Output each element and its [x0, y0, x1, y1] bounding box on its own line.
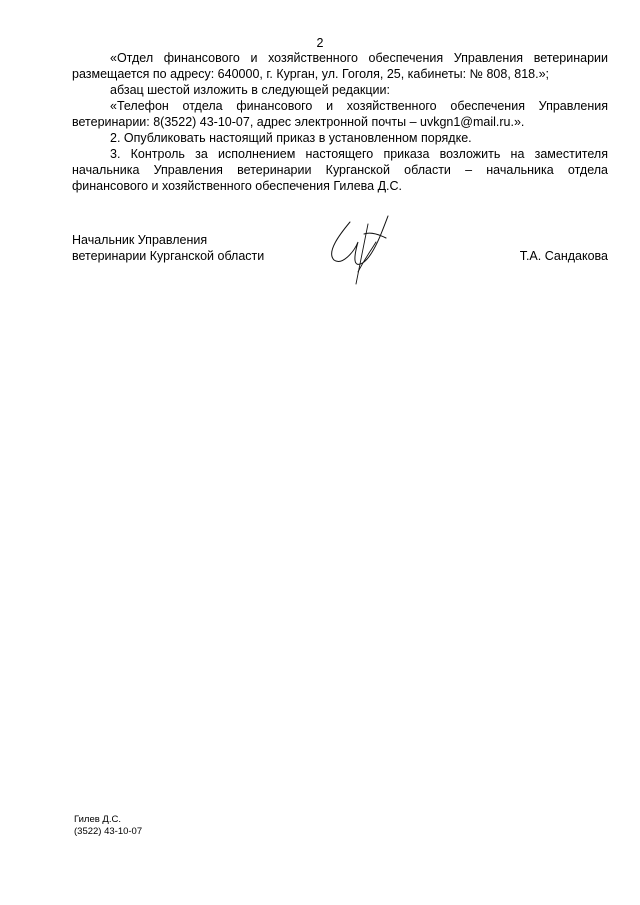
signatory-position — [72, 232, 264, 264]
paragraph-address: «Отдел финансового и хозяйственного обеспечения Управления ветеринарии размещается по адресу: 640000, г. Курган, ул. Гоголя, 25, кабинеты: № 808, 818.»; — [72, 51, 608, 81]
paragraph-amend-instruction: абзац шестой изложить в следующей редакции: — [110, 83, 390, 97]
signature-block — [72, 232, 608, 292]
page-number: 2 — [316, 36, 324, 50]
signatory-position-line2: ветеринарии Курганской области — [72, 249, 265, 263]
executor-phone: (3522) 43-10-07 — [74, 826, 143, 837]
paragraph-control: 3. Контроль за исполнением настоящего приказа возложить на заместителя начальника Управления ветеринарии Курганской области – начальника отдела финансового и хозяйственного обеспечения Гилева Д.С. — [72, 147, 608, 193]
paragraph-phone-email: «Телефон отдела финансового и хозяйственного обеспечения Управления ветеринарии: 8(3522) 43-10-07, адрес электронной почты – uvkgn1@mail.ru.». — [72, 99, 608, 129]
signatory-position-line1: Начальник Управления — [72, 233, 208, 247]
executor-name: Гилев Д.С. — [74, 814, 122, 825]
signatory-name: Т.А. Сандакова — [519, 249, 608, 263]
document-body — [72, 50, 608, 194]
handwritten-signature — [320, 212, 400, 288]
paragraph-publish: 2. Опубликовать настоящий приказ в установленном порядке. — [110, 131, 472, 145]
executor-info — [74, 814, 142, 838]
